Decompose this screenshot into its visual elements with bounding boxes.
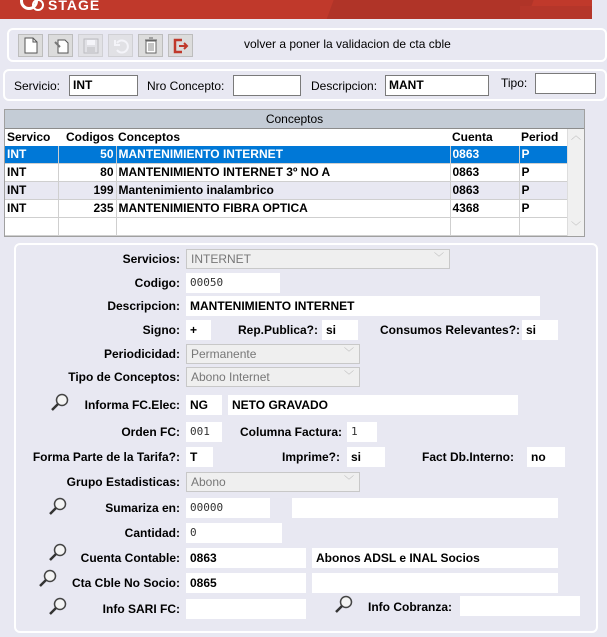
rep-publica-field[interactable]: si <box>322 320 358 340</box>
consumos-field[interactable]: si <box>522 320 558 340</box>
table-row-empty[interactable] <box>5 218 568 236</box>
informa-fc-label: Informa FC.Elec: <box>84 398 180 412</box>
filter-bar <box>3 69 607 101</box>
column-header[interactable]: Cuenta <box>452 130 493 144</box>
column-header[interactable]: Servico <box>7 130 51 144</box>
delete-icon <box>144 37 158 54</box>
rep-publica-label: Rep.Publica?: <box>238 323 319 337</box>
fact-db-interno-label: Fact Db.Interno: <box>422 450 514 464</box>
columna-factura-label: Columna Factura: <box>240 425 343 439</box>
grid-title: Conceptos <box>5 110 584 129</box>
save-button[interactable] <box>78 34 103 57</box>
table-row[interactable] <box>5 200 568 218</box>
forma-parte-label: Forma Parte de la Tarifa?: <box>32 450 180 464</box>
cell-period: P <box>519 182 568 200</box>
cell-period: P <box>519 200 568 218</box>
cell-servicio: INT <box>5 200 58 218</box>
cell-cuenta: 4368 <box>450 200 519 218</box>
descripcion-label: Descripcion: <box>311 79 378 93</box>
conceptos-table <box>5 129 569 236</box>
header-banner <box>0 0 592 19</box>
cell-concepto: MANTENIMIENTO FIBRA OPTICA <box>116 200 450 218</box>
orden-fc-label: Orden FC: <box>121 425 180 439</box>
cta-cble-no-socio-field[interactable]: 0865 <box>186 573 306 593</box>
detail-form <box>14 243 598 633</box>
cell-cuenta: 0863 <box>450 164 519 182</box>
scroll-up-icon[interactable]: ︿ <box>571 131 581 142</box>
delete-button[interactable] <box>138 34 163 57</box>
consumos-label: Consumos Relevantes?: <box>380 323 521 337</box>
logo-text: STAGE <box>48 0 101 13</box>
sumariza-desc <box>292 498 558 518</box>
informa-fc-code[interactable]: NG <box>186 395 222 415</box>
cell-codigo: 80 <box>58 164 116 182</box>
chevron-down-icon: ﹀ <box>344 371 354 382</box>
descripcion-field[interactable]: MANTENIMIENTO INTERNET <box>186 296 540 316</box>
column-header[interactable]: Conceptos <box>118 130 181 144</box>
info-sari-label: Info SARI FC: <box>102 602 180 616</box>
search-icon[interactable] <box>48 497 68 517</box>
grupo-estadisticas-value: Abono <box>191 475 226 489</box>
search-icon[interactable] <box>48 597 68 617</box>
imprime-label: Imprime?: <box>282 450 341 464</box>
table-row[interactable] <box>5 182 568 200</box>
sumariza-field[interactable]: 00000 <box>186 498 270 518</box>
new-button[interactable] <box>18 34 43 57</box>
cuenta-contable-field[interactable]: 0863 <box>186 548 306 568</box>
forma-parte-field[interactable]: T <box>186 447 213 467</box>
grid-scrollbar[interactable] <box>567 129 584 236</box>
cell-servicio: INT <box>5 146 58 164</box>
logo <box>20 0 100 13</box>
grupo-estadisticas-select[interactable] <box>186 472 360 492</box>
servicio-input[interactable]: INT <box>69 75 138 96</box>
column-header[interactable]: Period <box>521 130 559 144</box>
search-icon[interactable] <box>38 569 58 589</box>
servicio-label: Servicio: <box>14 79 61 93</box>
column-header[interactable]: Codigos <box>66 130 114 144</box>
tipo-label: Tipo: <box>501 76 528 90</box>
cuenta-contable-label: Cuenta Contable: <box>80 551 180 565</box>
cta-cble-no-socio-desc <box>312 573 558 593</box>
toolbar <box>7 28 607 62</box>
tipo-conceptos-select[interactable] <box>186 367 360 387</box>
copy-icon <box>53 37 69 54</box>
cell-period: P <box>519 164 568 182</box>
table-row[interactable] <box>5 146 568 164</box>
info-cobranza-label: Info Cobranza: <box>368 600 452 614</box>
cell-codigo: 50 <box>58 146 116 164</box>
undo-icon <box>113 38 129 54</box>
codigo-field[interactable]: 00050 <box>186 273 280 293</box>
info-sari-field[interactable] <box>186 599 306 619</box>
grupo-estadisticas-label: Grupo Estadisticas: <box>66 475 180 489</box>
exit-icon <box>173 38 189 54</box>
conceptos-grid <box>4 109 585 237</box>
table-row[interactable] <box>5 164 568 182</box>
sumariza-label: Sumariza en: <box>105 501 180 515</box>
chevron-down-icon: ﹀ <box>344 348 354 359</box>
exit-button[interactable] <box>168 34 193 57</box>
info-cobranza-field[interactable] <box>460 596 580 616</box>
orden-fc-field[interactable]: 001 <box>186 422 222 442</box>
undo-button[interactable] <box>108 34 133 57</box>
chevron-down-icon: ﹀ <box>434 253 444 264</box>
cell-servicio: INT <box>5 164 58 182</box>
cell-concepto: MANTENIMIENTO INTERNET <box>116 146 450 164</box>
new-icon <box>24 37 38 54</box>
periodicidad-value: Permanente <box>191 347 257 361</box>
codigo-label: Codigo: <box>134 276 180 290</box>
tipo-conceptos-value: Abono Internet <box>191 370 270 384</box>
cuenta-contable-desc: Abonos ADSL e INAL Socios <box>312 548 558 568</box>
search-icon[interactable] <box>334 595 354 615</box>
descripcion-input[interactable]: MANT <box>385 75 489 96</box>
cell-period: P <box>519 146 568 164</box>
tipo-conceptos-label: Tipo de Conceptos: <box>68 370 180 384</box>
cell-codigo: 199 <box>58 182 116 200</box>
tipo-input[interactable] <box>535 73 596 94</box>
servicios-label: Servicios: <box>122 252 180 266</box>
nro-concepto-label: Nro Concepto: <box>147 79 225 93</box>
status-message: volver a poner la validacion de cta cble <box>244 37 451 51</box>
search-icon[interactable] <box>48 543 68 563</box>
cantidad-field[interactable]: 0 <box>186 523 282 543</box>
search-icon[interactable] <box>50 393 70 413</box>
cantidad-label: Cantidad: <box>124 526 180 540</box>
cell-concepto: Mantenimiento inalambrico <box>116 182 450 200</box>
signo-field[interactable]: + <box>186 320 211 340</box>
chevron-down-icon: ﹀ <box>344 476 354 487</box>
scroll-down-icon[interactable]: ﹀ <box>571 222 581 233</box>
periodicidad-label: Periodicidad: <box>103 347 180 361</box>
cell-concepto: MANTENIMIENTO INTERNET 3º NO A <box>116 164 450 182</box>
servicios-value: INTERNET <box>191 252 251 266</box>
columna-factura-field[interactable]: 1 <box>347 422 377 442</box>
servicios-select[interactable] <box>186 249 450 269</box>
periodicidad-select[interactable] <box>186 344 360 364</box>
save-icon <box>83 38 99 54</box>
fact-db-interno-field[interactable]: no <box>527 447 565 467</box>
grid-header-row <box>5 129 568 146</box>
descripcion-label: Descripcion: <box>107 299 180 313</box>
cell-codigo: 235 <box>58 200 116 218</box>
cell-cuenta: 0863 <box>450 182 519 200</box>
nro-concepto-input[interactable] <box>233 75 301 96</box>
cell-servicio: INT <box>5 182 58 200</box>
signo-label: Signo: <box>142 323 180 337</box>
informa-fc-desc: NETO GRAVADO <box>228 395 518 415</box>
cta-cble-no-socio-label: Cta Cble No Socio: <box>71 576 180 590</box>
copy-button[interactable] <box>48 34 73 57</box>
cell-cuenta: 0863 <box>450 146 519 164</box>
imprime-field[interactable]: si <box>347 447 385 467</box>
